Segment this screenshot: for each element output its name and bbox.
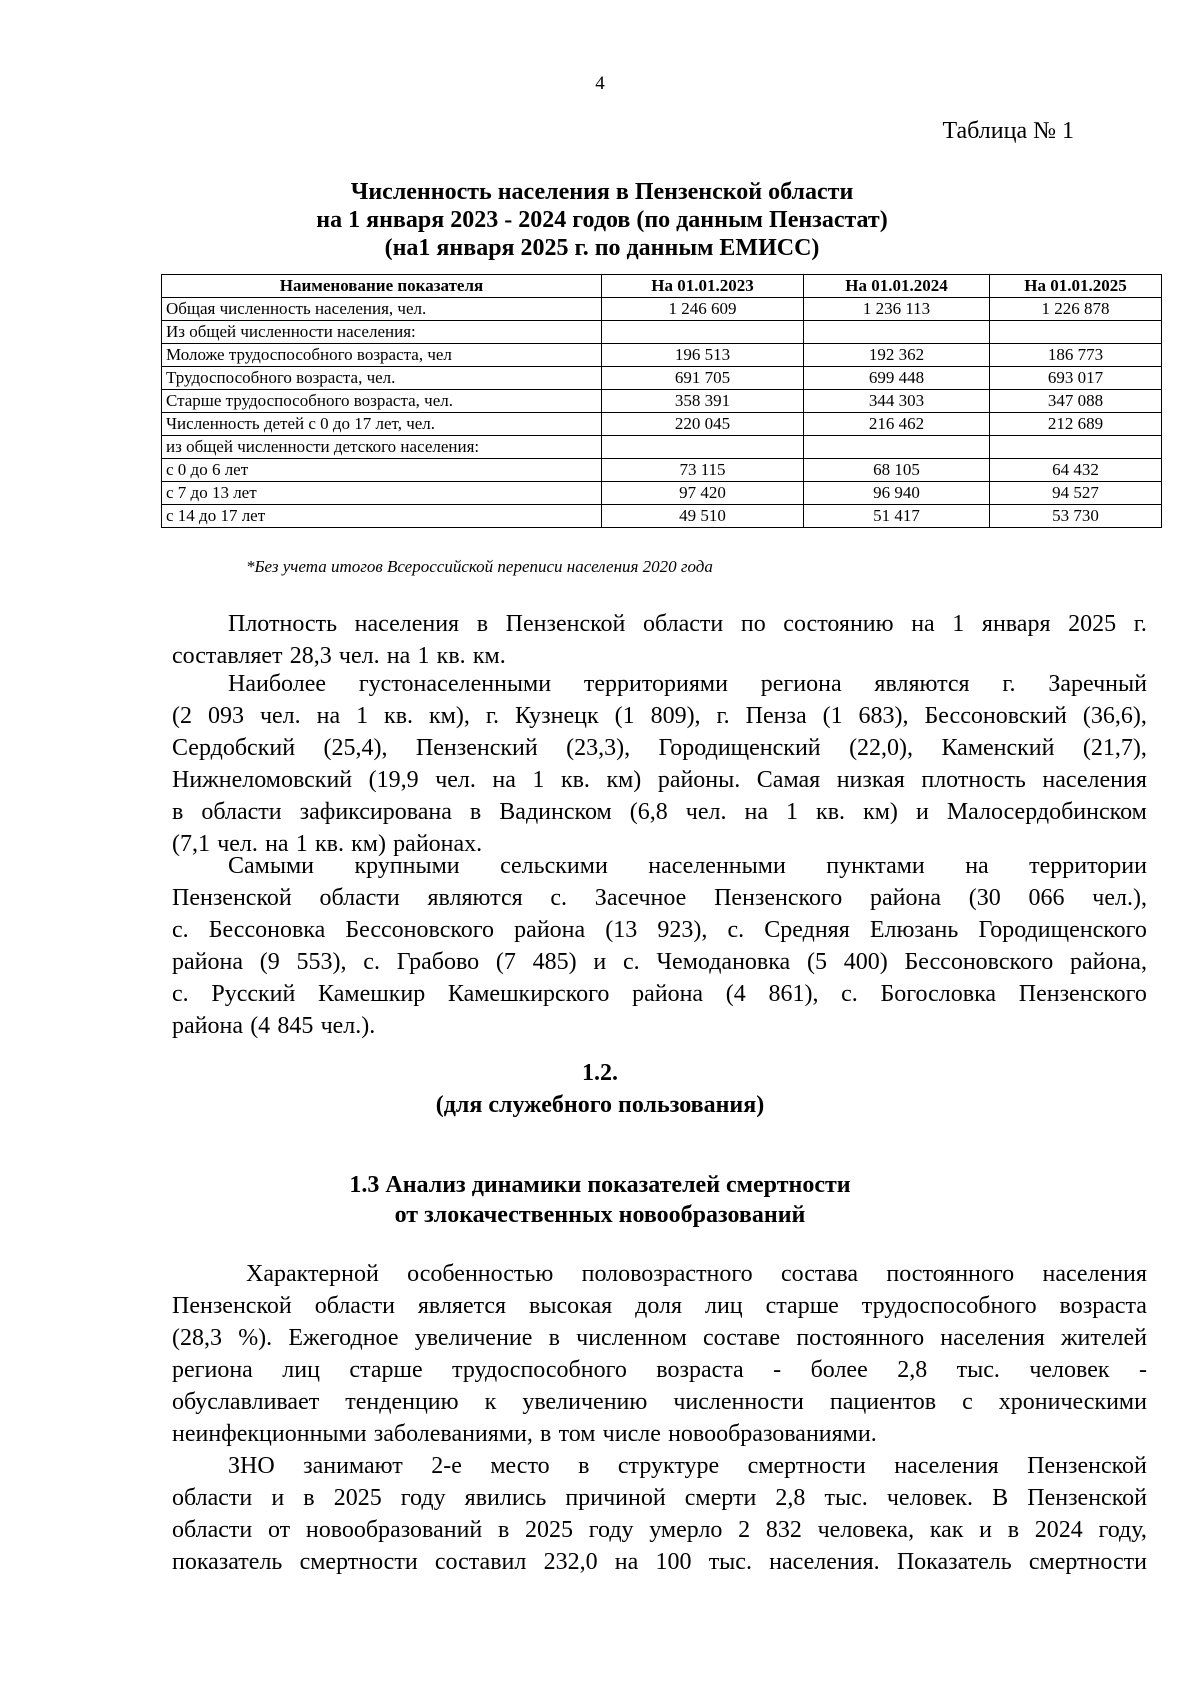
text-line: (7,1 чел. на 1 кв. км) районах. xyxy=(172,831,483,857)
section-1-2-number: 1.2. xyxy=(582,1060,618,1086)
section-1-2-note: (для служебного пользования) xyxy=(435,1092,765,1118)
table-row xyxy=(162,413,1162,436)
table-cell: 1 226 878 xyxy=(990,298,1162,321)
table-cell: 196 513 xyxy=(602,344,804,367)
table-title-line-1: Численность населения в Пензенской области xyxy=(350,179,854,205)
table-header-row xyxy=(162,275,1162,298)
row-label: из общей численности детского населения: xyxy=(162,436,602,459)
row-label: Моложе трудоспособного возраста, чел xyxy=(162,344,602,367)
paragraph-density xyxy=(172,608,1147,672)
table-cell: 192 362 xyxy=(804,344,990,367)
text-line: Плотность населения в Пензенской области по состоянию на 1 января 2025 г. xyxy=(228,611,1147,637)
text-line: Пензенской области являются с. Засечное Пензенского района (30 066 чел.), xyxy=(172,885,1147,911)
table-title xyxy=(130,178,1074,262)
table-label: Таблица № 1 xyxy=(942,118,1074,144)
table-cell: 73 115 xyxy=(602,459,804,482)
table-row xyxy=(162,505,1162,528)
table-cell xyxy=(804,321,990,344)
text-line: ЗНО занимают 2-е место в структуре смертности населения Пензенской xyxy=(228,1453,1147,1479)
row-label: с 0 до 6 лет xyxy=(162,459,602,482)
row-label: Численность детей с 0 до 17 лет, чел. xyxy=(162,413,602,436)
column-header: На 01.01.2025 xyxy=(990,275,1162,298)
table-title-line-3: (на1 января 2025 г. по данным ЕМИСС) xyxy=(384,235,820,261)
table-cell: 693 017 xyxy=(990,367,1162,390)
text-line: обуславливает тенденцию к увеличению численности пациентов с хроническими xyxy=(172,1389,1147,1415)
text-line: с. Бессоновка Бессоновского района (13 923), с. Средняя Елюзань Городищенского xyxy=(172,917,1147,943)
paragraph-zno-mortality xyxy=(172,1450,1147,1578)
text-line: района (4 845 чел.). xyxy=(172,1013,376,1039)
row-label: Старше трудоспособного возраста, чел. xyxy=(162,390,602,413)
table-title-line-2: на 1 января 2023 - 2024 годов (по данным Пензастат) xyxy=(316,207,888,233)
table-cell: 49 510 xyxy=(602,505,804,528)
text-line: Характерной особенностью половозрастного состава постоянного населения xyxy=(246,1261,1147,1287)
column-header: На 01.01.2023 xyxy=(602,275,804,298)
table-row xyxy=(162,459,1162,482)
table-cell xyxy=(990,436,1162,459)
text-line: области и в 2025 году явились причиной смерти 2,8 тыс. человек. В Пензенской xyxy=(172,1485,1147,1511)
row-label: Из общей численности населения: xyxy=(162,321,602,344)
table-row xyxy=(162,344,1162,367)
column-header: На 01.01.2024 xyxy=(804,275,990,298)
table-cell: 220 045 xyxy=(602,413,804,436)
table-cell: 347 088 xyxy=(990,390,1162,413)
paragraph-population-structure xyxy=(172,1258,1147,1450)
text-line: (28,3 %). Ежегодное увеличение в численном составе постоянного населения жителей xyxy=(172,1325,1147,1351)
text-line: в области зафиксирована в Вадинском (6,8 чел. на 1 кв. км) и Малосердобинском xyxy=(172,799,1147,825)
table-cell xyxy=(804,436,990,459)
row-label: с 7 до 13 лет xyxy=(162,482,602,505)
text-line: Наиболее густонаселенными территориями региона являются г. Заречный xyxy=(228,671,1147,697)
text-line: (2 093 чел. на 1 кв. км), г. Кузнецк (1 809), г. Пенза (1 683), Бессоновский (36,6), xyxy=(172,703,1147,729)
table-cell: 699 448 xyxy=(804,367,990,390)
row-label: с 14 до 17 лет xyxy=(162,505,602,528)
table-cell: 691 705 xyxy=(602,367,804,390)
text-line: показатель смертности составил 232,0 на 100 тыс. населения. Показатель смертности xyxy=(172,1549,1147,1575)
table-cell: 358 391 xyxy=(602,390,804,413)
table-cell: 68 105 xyxy=(804,459,990,482)
text-line: с. Русский Камешкир Камешкирского района (4 861), с. Богословка Пензенского xyxy=(172,981,1147,1007)
table-footnote: *Без учета итогов Всероссийской переписи населения 2020 года xyxy=(246,557,713,576)
table-cell xyxy=(602,321,804,344)
table-row xyxy=(162,482,1162,505)
text-line: Сердобский (25,4), Пензенский (23,3), Городищенский (22,0), Каменский (21,7), xyxy=(172,735,1147,761)
text-line: неинфекционными заболеваниями, в том числе новообразованиями. xyxy=(172,1421,877,1447)
page-number: 4 xyxy=(595,73,605,94)
table-cell: 53 730 xyxy=(990,505,1162,528)
section-1-3-title-line-1: 1.3 Анализ динамики показателей смертности xyxy=(349,1172,851,1198)
table-cell: 212 689 xyxy=(990,413,1162,436)
table-row xyxy=(162,321,1162,344)
text-line: Нижнеломовский (19,9 чел. на 1 кв. км) районы. Самая низкая плотность населения xyxy=(172,767,1147,793)
column-header: Наименование показателя xyxy=(162,275,602,298)
table-cell: 186 773 xyxy=(990,344,1162,367)
population-table xyxy=(161,274,1162,528)
text-line: области от новообразований в 2025 году умерло 2 832 человека, как и в 2024 году, xyxy=(172,1517,1147,1543)
paragraph-settlements xyxy=(172,850,1147,1042)
table-cell: 96 940 xyxy=(804,482,990,505)
text-line: Самыми крупными сельскими населенными пунктами на территории xyxy=(228,853,1147,879)
table-row xyxy=(162,436,1162,459)
table-cell: 344 303 xyxy=(804,390,990,413)
table-cell xyxy=(990,321,1162,344)
table-cell: 94 527 xyxy=(990,482,1162,505)
table-cell: 51 417 xyxy=(804,505,990,528)
table-cell: 97 420 xyxy=(602,482,804,505)
row-label: Общая численность населения, чел. xyxy=(162,298,602,321)
table-row xyxy=(162,390,1162,413)
text-line: региона лиц старше трудоспособного возраста - более 2,8 тыс. человек - xyxy=(172,1357,1147,1383)
text-line: составляет 28,3 чел. на 1 кв. км. xyxy=(172,643,506,669)
table-row xyxy=(162,298,1162,321)
table-cell: 1 246 609 xyxy=(602,298,804,321)
table-cell: 216 462 xyxy=(804,413,990,436)
section-1-3-title-line-2: от злокачественных новообразований xyxy=(394,1202,806,1228)
table-cell xyxy=(602,436,804,459)
row-label: Трудоспособного возраста, чел. xyxy=(162,367,602,390)
paragraph-populated-territories xyxy=(172,668,1147,860)
table-cell: 64 432 xyxy=(990,459,1162,482)
table-row xyxy=(162,367,1162,390)
text-line: района (9 553), с. Грабово (7 485) и с. Чемодановка (5 400) Бессоновского района, xyxy=(172,949,1147,975)
text-line: Пензенской области является высокая доля лиц старше трудоспособного возраста xyxy=(172,1293,1147,1319)
table-cell: 1 236 113 xyxy=(804,298,990,321)
